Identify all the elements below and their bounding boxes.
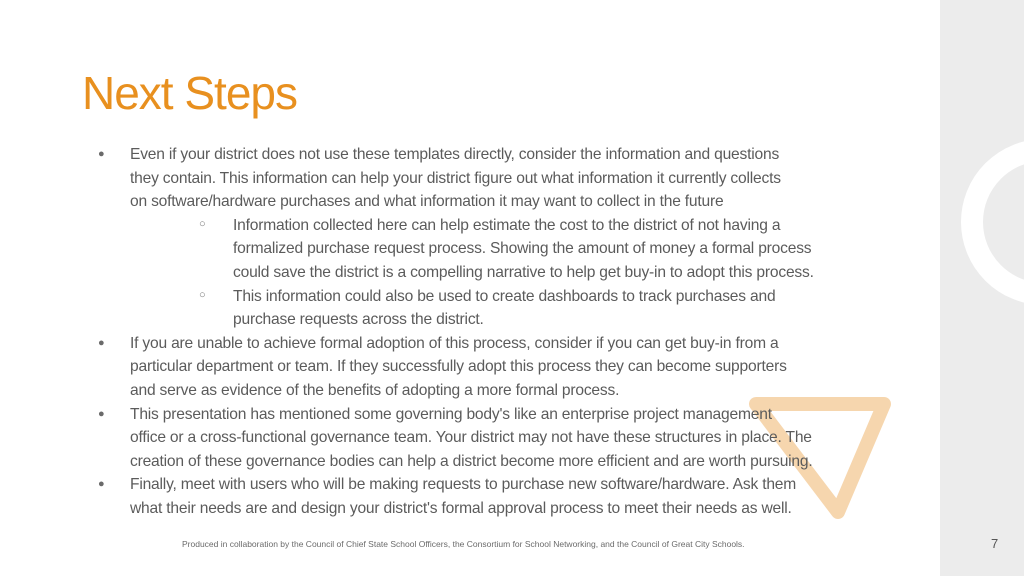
bullet-item: ● Even if your district does not use these templates directly, consider the information and questions they contain. This information can help your district figure out what information it currently collects on software/hardware purchases and what information it may want to collect in the future <box>0 143 900 214</box>
ring-decoration <box>940 0 1024 576</box>
bullet-item: ● This presentation has mentioned some governing body's like an enterprise project management office or a cross-functional governance team. Your district may not have these structures in place. The creation of these governance bodies can help a district become more efficient and are worth pursuing. <box>0 403 900 474</box>
sub-bullet-icon: ○ <box>199 288 206 301</box>
sub-bullet-item: ○ This information could also be used to create dashboards to track purchases and purchase requests across the district. <box>0 285 900 332</box>
sub-bullet-item: ○ Information collected here can help estimate the cost to the district of not having a formalized purchase request process. Showing the amount of money a formal process could save the district is a compelling narrative to help get buy-in to adopt this process. <box>0 214 900 285</box>
sub-bullet-icon: ○ <box>199 217 206 230</box>
bullet-icon: ● <box>98 478 105 491</box>
footer-credit: Produced in collaboration by the Council of Chief State School Officers, the Consortium for School Networking, and the Council of Great City Schools. <box>182 539 745 549</box>
bullet-icon: ● <box>98 336 105 349</box>
bullet-item: ● If you are unable to achieve formal adoption of this process, consider if you can get buy-in from a particular department or team. If they successfully adopt this process they can become supporters and serve as evidence of the benefits of adopting a more formal process. <box>0 332 900 403</box>
slide-title: Next Steps <box>82 67 297 119</box>
slide-body <box>0 143 900 521</box>
page-number: 7 <box>991 536 999 551</box>
bullet-icon: ● <box>98 407 105 420</box>
bullet-item: ● Finally, meet with users who will be making requests to purchase new software/hardware. Ask them what their needs are and design your district's formal approval process to meet their needs as well. <box>0 473 900 520</box>
bullet-icon: ● <box>98 148 105 160</box>
